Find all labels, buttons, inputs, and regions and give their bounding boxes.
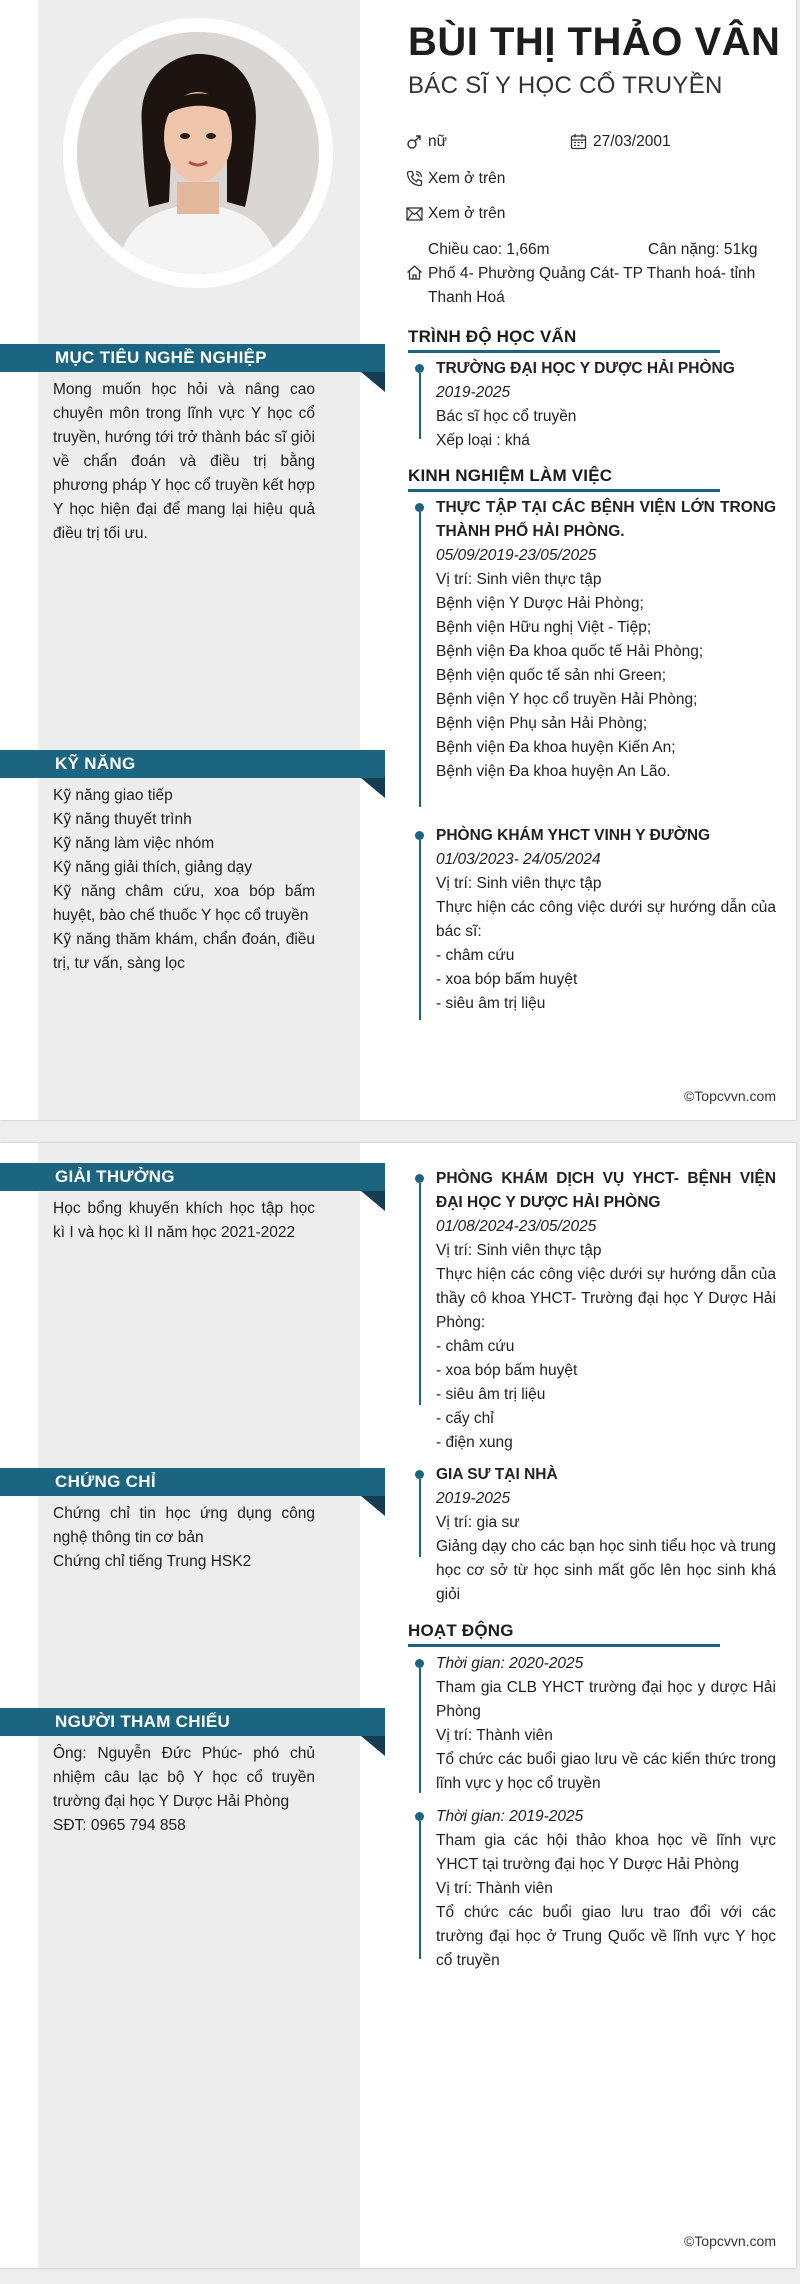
skill-item: Kỹ năng thăm khám, chẩn đoán, điều trị, tư vấn, sàng lọc [53,931,315,972]
certificate-item: Chứng chỉ tin học ứng dụng công nghệ thông tin cơ bản [53,1505,315,1546]
ribbon-fold [361,778,385,798]
skills-heading: KỸ NĂNG [0,750,385,778]
phone-value: Xem ở trên [428,170,506,187]
email-value: Xem ở trên [428,205,506,222]
certificate-item: Chứng chỉ tiếng Trung HSK2 [53,1553,252,1570]
experience-entry [436,1167,776,1455]
timeline-line [419,373,421,439]
skill-item: Kỹ năng thuyết trình [53,811,192,828]
job-line: - điện xung [436,1434,513,1451]
reference-phone: SĐT: 0965 794 858 [53,1817,186,1834]
education-heading: TRÌNH ĐỘ HỌC VẤN [408,327,577,346]
skill-item: Kỹ năng làm việc nhóm [53,835,215,852]
timeline-dot [415,1659,424,1668]
timeline-line [419,1668,421,1793]
job-line: - siêu âm trị liệu [436,995,546,1012]
objective-text: Mong muốn học hỏi và nâng cao chuyên môn trong lĩnh vực Y học cổ truyền, hướng tới trở thành bác sĩ giỏi về chẩn đoán và điều trị bằng phương pháp Y học cổ truyền kết hợp Y học hiện đại để mang lại hiệu quả điều trị tối ưu. [53,381,315,542]
ribbon-fold [361,372,385,392]
ribbon-fold [361,1191,385,1211]
section-underline [408,489,720,492]
activity-line: Tham gia các hội thảo khoa học về lĩnh vực YHCT tại trường đại học Y Dược Hải Phòng [436,1832,776,1873]
job-line: Thực hiện các công việc dưới sự hướng dẫn của thầy cô khoa YHCT- Trường đại học Y Dược Hải Phòng: [436,1266,776,1331]
job-line: Vị trí: Sinh viên thực tập [436,1242,602,1259]
education-grade: Xếp loại : khá [436,432,530,449]
job-title-2: PHÒNG KHÁM YHCT VINH Y ĐƯỜNG [436,827,711,844]
job-line: - cấy chỉ [436,1410,494,1427]
timeline-dot [415,364,424,373]
ribbon-fold [361,1496,385,1516]
timeline-dot [415,831,424,840]
activity-line: Tổ chức các buổi giao lưu về các kiến thức trong lĩnh vực y học cổ truyền [436,1751,776,1792]
activities-heading: HOẠT ĐỘNG [408,1621,514,1640]
profile-photo-frame [63,18,333,288]
certificates-heading: CHỨNG CHỈ [0,1468,385,1496]
cv-page-2 [0,1143,796,2268]
education-years: 2019-2025 [436,384,511,401]
candidate-name: BÙI THỊ THẢO VÂN [408,20,781,64]
job-line: - châm cứu [436,1338,515,1355]
email-icon [406,207,423,221]
job-line: Bệnh viện Đa khoa huyện An Lão. [436,763,671,780]
timeline-line [419,512,421,807]
skill-item: Kỹ năng giao tiếp [53,787,173,804]
activity-entry [436,1652,776,1796]
birthday-value: 27/03/2001 [593,133,671,150]
activity-entry [436,1805,776,1973]
activity-line: Vị trí: Thành viên [436,1880,553,1897]
job-title: BÁC SĨ Y HỌC CỔ TRUYỀN [408,72,723,99]
certificates-list [53,1502,315,1574]
timeline-line [419,1479,421,1557]
job-date-1: 05/09/2019-23/05/2025 [436,547,597,564]
job-line: Vị trí: Sinh viên thực tập [436,875,602,892]
timeline-dot [415,1470,424,1479]
phone-icon [406,170,423,187]
skill-item: Kỹ năng châm cứu, xoa bóp bấm huyệt, bào chế thuốc Y học cổ truyền [53,883,315,924]
experience-entry [436,1463,776,1607]
gender-icon [406,134,422,150]
job-line: Vị trí: Sinh viên thực tập [436,571,602,588]
job-date-4: 2019-2025 [436,1490,511,1507]
experience-entry [436,824,776,1016]
job-line: Bệnh viện Hữu nghị Việt - Tiệp; [436,619,652,636]
ribbon-fold [361,1736,385,1756]
footer-brand: ©Topcvvn.com [683,2233,776,2249]
job-line: - xoa bóp bấm huyệt [436,1362,578,1379]
education-major: Bác sĩ học cổ truyền [436,408,577,425]
job-date-2: 01/03/2023- 24/05/2024 [436,851,601,868]
experience-heading: KINH NGHIỆM LÀM VIỆC [408,466,613,485]
job-date-3: 01/08/2024-23/05/2025 [436,1218,597,1235]
reference-person: Ông: Nguyễn Đức Phúc- phó chủ nhiệm câu lạc bộ Y học cổ truyền trường đại học Y Dược Hải Phòng [53,1745,315,1810]
job-line: Vị trí: gia sư [436,1514,520,1531]
job-line: Bệnh viện Đa khoa quốc tế Hải Phòng; [436,643,704,660]
section-underline [408,350,720,353]
job-line: - châm cứu [436,947,515,964]
references-text [53,1742,315,1838]
activity-line: Tổ chức các buổi giao lưu trao đổi với các trường đại học ở Trung Quốc về lĩnh vực Y học cổ truyền [436,1904,776,1969]
left-sidebar [38,1143,360,2268]
job-title-3: PHÒNG KHÁM DỊCH VỤ YHCT- BỆNH VIỆN ĐẠI HỌC Y DƯỢC HẢI PHÒNG [436,1170,776,1211]
objective-heading: MỤC TIÊU NGHỀ NGHIỆP [0,344,385,372]
cv-page-1 [0,0,796,1120]
avatar [77,32,319,274]
education-entry [436,357,776,453]
skill-item: Kỹ năng giải thích, giảng dạy [53,859,253,876]
timeline-dot [415,1812,424,1821]
timeline-line [419,1821,421,1959]
timeline-line [419,840,421,1020]
school-name: TRƯỜNG ĐẠI HỌC Y DƯỢC HẢI PHÒNG [436,360,735,377]
activity-line: Tham gia CLB YHCT trường đại học y dược Hải Phòng [436,1679,776,1720]
home-icon [406,264,423,281]
job-line: Bệnh viện Đa khoa huyện Kiến An; [436,739,676,756]
job-line: Bệnh viện quốc tế sản nhi Green; [436,667,667,684]
job-title-1: THỰC TẬP TẠI CÁC BỆNH VIỆN LỚN TRONG THÀNH PHỐ HẢI PHÒNG. [436,499,776,540]
job-line: Thực hiện các công việc dưới sự hướng dẫn của bác sĩ: [436,899,776,940]
job-line: - xoa bóp bấm huyệt [436,971,578,988]
job-title-4: GIA SƯ TẠI NHÀ [436,1466,558,1483]
footer-brand: ©Topcvvn.com [683,1088,776,1104]
timeline-dot [415,503,424,512]
height-value: Chiều cao: 1,66m [428,241,550,258]
awards-text: Học bổng khuyến khích học tập học kì I và học kì II năm học 2021-2022 [53,1200,315,1241]
job-line: Giảng dạy cho các bạn học sinh tiểu học và trung học cơ sở từ học sinh mất gốc lên học sinh khá giỏi [436,1538,776,1603]
gender-value: nữ [428,133,447,150]
activity-line: Vị trí: Thành viên [436,1727,553,1744]
timeline-line [419,1183,421,1405]
activity-date-2: Thời gian: 2019-2025 [436,1808,584,1825]
activity-date-1: Thời gian: 2020-2025 [436,1655,584,1672]
awards-heading: GIẢI THƯỞNG [0,1163,385,1191]
section-underline [408,1644,720,1647]
job-line: - siêu âm trị liệu [436,1386,546,1403]
weight-value: Cân nặng: 51kg [648,241,758,258]
address-value: Phố 4- Phường Quảng Cát- TP Thanh hoá- tỉnh Thanh Hoá [428,265,756,306]
references-heading: NGƯỜI THAM CHIẾU [0,1708,385,1736]
job-line: Bệnh viện Y học cổ truyền Hải Phòng; [436,691,698,708]
job-line: Bệnh viện Y Dược Hải Phòng; [436,595,644,612]
calendar-icon [570,133,587,150]
job-line: Bệnh viện Phụ sản Hải Phòng; [436,715,648,732]
timeline-dot [415,1174,424,1183]
skills-list [53,784,315,976]
experience-entry [436,496,776,784]
